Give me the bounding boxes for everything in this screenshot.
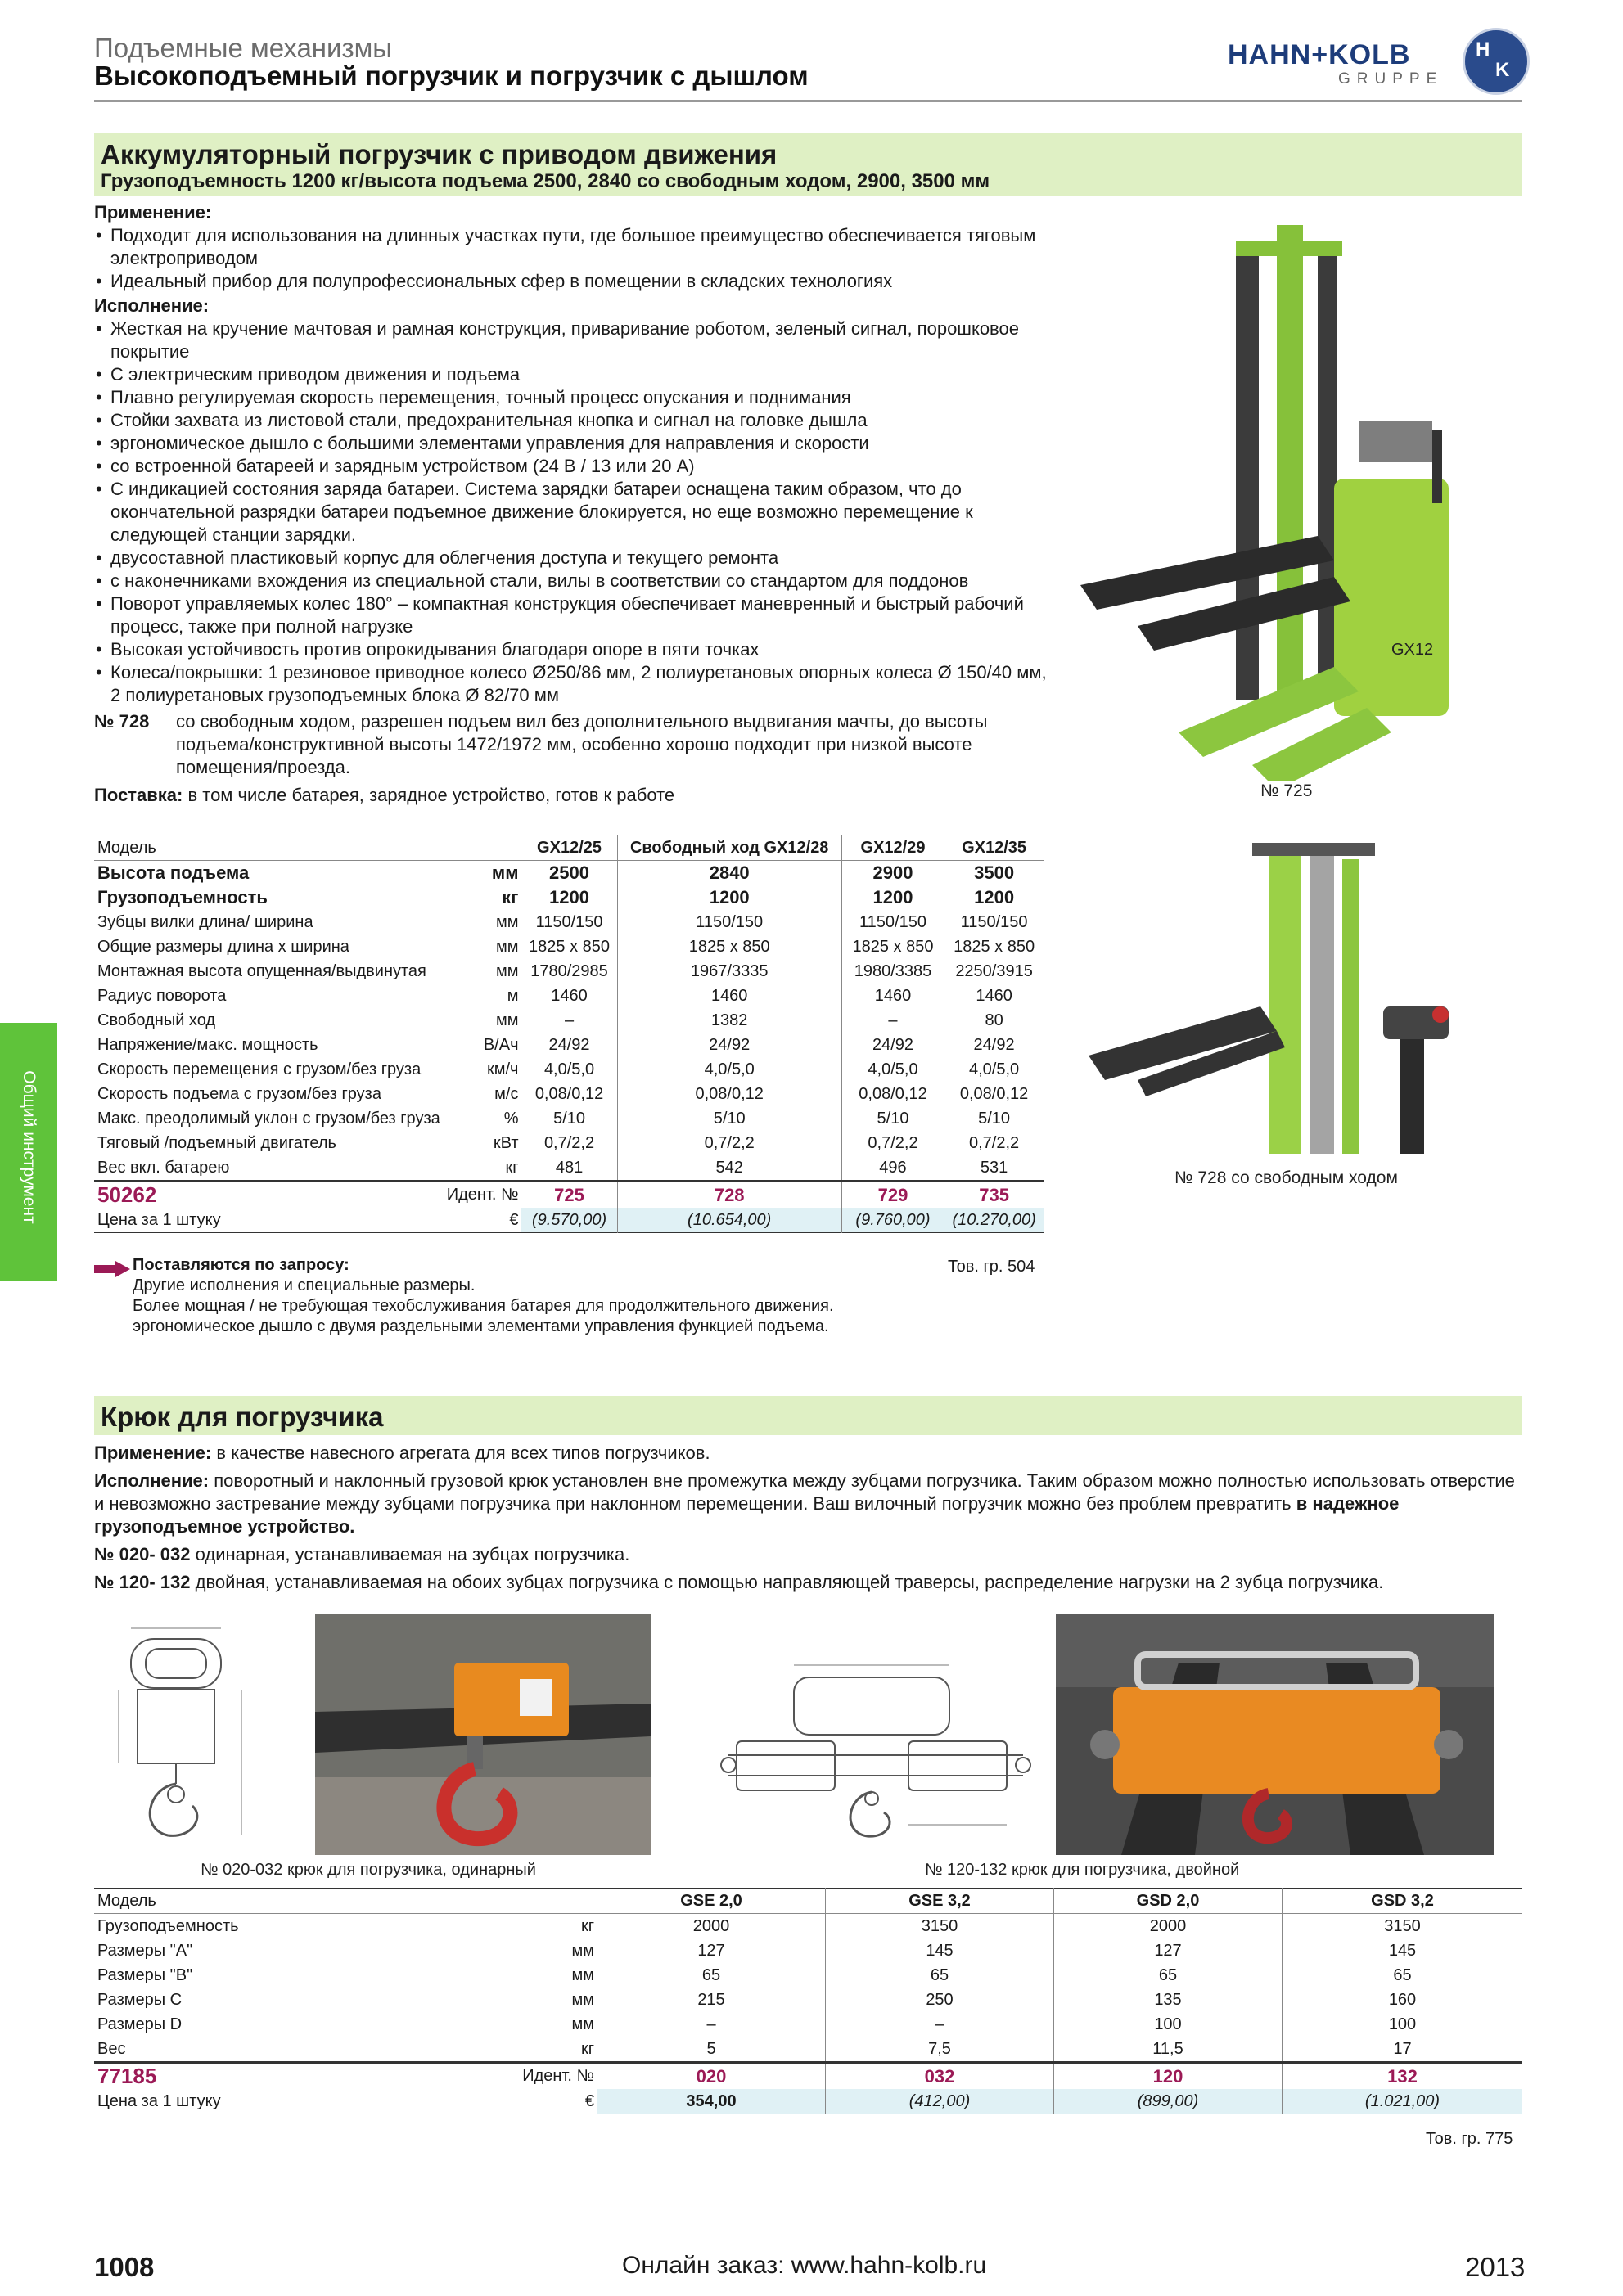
row-unit: кг xyxy=(580,2039,594,2058)
price-value: (10.654,00) xyxy=(617,1208,841,1233)
row-value: 7,5 xyxy=(826,2037,1054,2063)
row-value: 2900 xyxy=(841,861,944,886)
request-line: эргономическое дышло с двумя раздельными элементами управления функцией подъема. xyxy=(133,1317,829,1335)
row-unit: мм xyxy=(495,1011,519,1029)
s2-no1-label: № 020- 032 xyxy=(94,1544,191,1564)
ident-value: 132 xyxy=(1283,2063,1523,2090)
row-value: 0,08/0,12 xyxy=(841,1082,944,1106)
row-unit: мм xyxy=(571,1990,594,2009)
table-row xyxy=(94,934,1044,959)
execution-heading: Исполнение: xyxy=(94,295,210,316)
price-unit: € xyxy=(584,2091,594,2110)
row-label: Размеры D xyxy=(97,2015,183,2033)
request-label: Поставляются по запросу: xyxy=(133,1256,349,1274)
row-unit: км/ч xyxy=(487,1060,519,1078)
table-header-label: Модель xyxy=(97,838,156,857)
row-value: 1200 xyxy=(521,885,617,910)
table-row xyxy=(94,1106,1044,1131)
ident-value: 735 xyxy=(944,1182,1044,1209)
row-label: Макс. преодолимый уклон с грузом/без груза xyxy=(97,1109,440,1128)
svg-text:GX12: GX12 xyxy=(1391,641,1434,659)
request-line: Другие исполнения и специальные размеры. xyxy=(133,1276,476,1294)
row-value: – xyxy=(521,1008,617,1033)
row-value: 4,0/5,0 xyxy=(944,1057,1044,1082)
price-unit: € xyxy=(509,1210,519,1229)
row-label: Общие размеры длина x ширина xyxy=(97,937,349,956)
s2-execution-label: Исполнение: xyxy=(94,1470,210,1491)
application-item: • Подходит для использования на длинных участках пути, где большое преимущество обеспечивается тяговым электроприводом xyxy=(94,224,1052,270)
section2-product-group: Тов. гр. 775 xyxy=(1426,2130,1513,2148)
row-label: Свободный ход xyxy=(97,1011,216,1029)
section1-product-group: Тов. гр. 504 xyxy=(948,1258,1035,1276)
row-value: 2000 xyxy=(597,1914,826,1939)
ident-row xyxy=(94,2063,1522,2090)
row-label: Высота подъема xyxy=(97,862,250,883)
row-value: 100 xyxy=(1054,2012,1283,2037)
execution-item: • Жесткая на кручение мачтовая и рамная конструкция, приваривание роботом, зеленый сигнал, порошковое покрытие xyxy=(94,317,1052,363)
table-row xyxy=(94,959,1044,984)
row-label: Скорость подъема с грузом/без груза xyxy=(97,1084,381,1103)
row-value: 0,08/0,12 xyxy=(944,1082,1044,1106)
row-value: 24/92 xyxy=(841,1033,944,1057)
double-hook-drawing xyxy=(712,1653,1039,1849)
row-unit: мм xyxy=(571,1941,594,1960)
application-heading: Применение: xyxy=(94,202,212,223)
row-value: 1825 x 850 xyxy=(841,934,944,959)
row-label: Тяговый /подъемный двигатель xyxy=(97,1133,336,1152)
row-value: 4,0/5,0 xyxy=(521,1057,617,1082)
row-value: 24/92 xyxy=(521,1033,617,1057)
table-header-row xyxy=(94,835,1044,861)
row-value: 5/10 xyxy=(944,1106,1044,1131)
price-value: (899,00) xyxy=(1054,2089,1283,2114)
section1-title: Аккумуляторный погрузчик с приводом движения xyxy=(101,139,778,169)
row-value: 17 xyxy=(1283,2037,1523,2063)
row-unit: кг xyxy=(580,1916,594,1935)
row-label: Зубцы вилки длина/ ширина xyxy=(97,912,313,931)
row-value: 24/92 xyxy=(617,1033,841,1057)
row-value: 127 xyxy=(597,1938,826,1963)
row-value: 2500 xyxy=(521,861,617,886)
row-label: Вес xyxy=(97,2039,126,2058)
row-value: 127 xyxy=(1054,1938,1283,1963)
row-value: 0,7/2,2 xyxy=(944,1131,1044,1155)
table-header-label: Модель xyxy=(97,1891,156,1910)
section2-description xyxy=(94,1442,1522,1594)
photo2-caption: № 728 со свободным ходом xyxy=(1174,1168,1398,1187)
sidebar-category-tab[interactable] xyxy=(0,1023,57,1281)
row-value: 1150/150 xyxy=(521,910,617,934)
row-unit: кг xyxy=(505,1158,519,1177)
row-label: Радиус поворота xyxy=(97,986,227,1005)
header-category: Подъемные механизмы xyxy=(94,33,392,63)
execution-item: • С электрическим приводом движения и подъема xyxy=(94,363,1052,386)
execution-list xyxy=(94,317,1052,707)
row-unit: мм xyxy=(495,937,519,956)
price-value: (10.270,00) xyxy=(944,1208,1044,1233)
row-value: 160 xyxy=(1283,1988,1523,2012)
page-title: Высокоподъемный погрузчик и погрузчик с дышлом xyxy=(94,61,809,91)
ident-value: 120 xyxy=(1054,2063,1283,2090)
row-value: 100 xyxy=(1283,2012,1523,2037)
section1-subtitle: Грузоподъемность 1200 кг/высота подъема 2500, 2840 со свободным ходом, 2900, 3500 мм xyxy=(101,170,990,192)
s2-no2-label: № 120- 132 xyxy=(94,1572,191,1592)
row-value: 1200 xyxy=(617,885,841,910)
s2-execution xyxy=(94,1470,1522,1538)
row-value: 1460 xyxy=(521,984,617,1008)
ident-number: 50262 xyxy=(94,1182,444,1209)
ident-number: 77185 xyxy=(94,2063,423,2090)
row-unit: мм xyxy=(571,1965,594,1984)
price-row xyxy=(94,1208,1044,1233)
online-order-link[interactable]: Онлайн заказ: www.hahn-kolb.ru xyxy=(622,2252,987,2279)
application-item: • Идеальный прибор для полупрофессиональных сфер в помещении в складских технологиях xyxy=(94,270,1052,293)
row-unit: мм xyxy=(495,912,519,931)
single-hook-drawing xyxy=(98,1616,270,1862)
ident-value: 729 xyxy=(841,1182,944,1209)
row-label: Монтажная высота опущенная/выдвинутая xyxy=(97,961,426,980)
stacker-spec-table xyxy=(94,835,1044,1233)
row-unit: м/с xyxy=(494,1084,519,1103)
delivery-label: Поставка: xyxy=(94,785,183,805)
table-header-cell: GSE 3,2 xyxy=(826,1889,1054,1914)
row-unit: кВт xyxy=(493,1133,519,1152)
table-row xyxy=(94,1131,1044,1155)
note-number: № 728 xyxy=(94,711,150,732)
table-row xyxy=(94,2037,1522,2063)
row-value: 4,0/5,0 xyxy=(841,1057,944,1082)
row-value: 1460 xyxy=(944,984,1044,1008)
table-header-cell: GSD 2,0 xyxy=(1054,1889,1283,1914)
execution-item: • Стойки захвата из листовой стали, предохранительная кнопка и сигнал на головке дышла xyxy=(94,409,1052,432)
execution-item: • Колеса/покрышки: 1 резиновое приводное колесо Ø250/86 мм, 2 полиуретановых опорных колеса Ø 150/40 мм, 2 полиуретановых грузоподъемных блока Ø 82/70 мм xyxy=(94,661,1052,707)
row-value: 1825 x 850 xyxy=(944,934,1044,959)
row-label: Грузоподъемность xyxy=(97,887,268,907)
row-unit: кг xyxy=(502,887,519,907)
row-value: 5 xyxy=(597,2037,826,2063)
row-value: 250 xyxy=(826,1988,1054,2012)
note-text: со свободным ходом, разрешен подъем вил без дополнительного выдвигания мачты, до высоты подъема/конструктивной высоты 1472/1972 мм, особенно хорошо подходит при низкой высоте помещения/проезда. xyxy=(176,711,988,777)
ident-value: 725 xyxy=(521,1182,617,1209)
free-lift-photo xyxy=(1089,835,1498,1162)
row-value: – xyxy=(841,1008,944,1033)
table-header-cell: GX12/29 xyxy=(841,835,944,861)
row-value: 1780/2985 xyxy=(521,959,617,984)
ident-value: 020 xyxy=(597,2063,826,2090)
row-unit: мм xyxy=(571,2015,594,2033)
row-value: 1150/150 xyxy=(944,910,1044,934)
execution-item: • Высокая устойчивость против опрокидывания благодаря опоре в пяти точках xyxy=(94,638,1052,661)
request-line: Более мощная / не требующая техобслуживания батарея для продолжительного движения. xyxy=(133,1297,834,1315)
s2-application-text: в качестве навесного агрегата для всех типов погрузчиков. xyxy=(216,1443,710,1463)
price-value: (1.021,00) xyxy=(1283,2089,1523,2114)
request-note xyxy=(133,1255,1041,1337)
row-value: 0,7/2,2 xyxy=(521,1131,617,1155)
s2-no2-text: двойная, устанавливаемая на обоих зубцах погрузчика с помощью направляющей траверсы, распределение нагрузки на 2 зубца погрузчика. xyxy=(195,1572,1384,1592)
s2-no2 xyxy=(94,1571,1522,1594)
single-hook-photo xyxy=(315,1614,651,1855)
double-hook-photo xyxy=(1056,1614,1494,1855)
row-value: 481 xyxy=(521,1155,617,1182)
price-label: Цена за 1 штуку xyxy=(97,1210,221,1229)
row-label: Скорость перемещения с грузом/без груза xyxy=(97,1060,422,1078)
row-value: 145 xyxy=(826,1938,1054,1963)
row-value: 3150 xyxy=(1283,1914,1523,1939)
row-value: 11,5 xyxy=(1054,2037,1283,2063)
row-value: 3150 xyxy=(826,1914,1054,1939)
row-unit: мм xyxy=(495,961,519,980)
row-label: Размеры "B" xyxy=(97,1965,193,1984)
execution-item: • Плавно регулируемая скорость перемещения, точный процесс опускания и поднимания xyxy=(94,386,1052,409)
row-value: 65 xyxy=(1283,1963,1523,1988)
brand-logo xyxy=(1228,28,1539,93)
row-value: 1460 xyxy=(617,984,841,1008)
logo-emblem-icon: H K xyxy=(1463,28,1530,95)
table-row xyxy=(94,1914,1522,1939)
row-value: 65 xyxy=(826,1963,1054,1988)
row-value: 4,0/5,0 xyxy=(617,1057,841,1082)
table-row xyxy=(94,910,1044,934)
arrow-right-icon xyxy=(94,1261,130,1277)
table-header-unit xyxy=(444,835,521,861)
row-value: 80 xyxy=(944,1008,1044,1033)
table-header-cell: GSD 3,2 xyxy=(1283,1889,1523,1914)
delivery-text: в том числе батарея, зарядное устройство, готов к работе xyxy=(187,785,675,805)
row-value: 2250/3915 xyxy=(944,959,1044,984)
caption-single-hook: № 020-032 крюк для погрузчика, одинарный xyxy=(201,1861,536,1879)
row-value: 5/10 xyxy=(521,1106,617,1131)
row-value: 135 xyxy=(1054,1988,1283,2012)
row-unit: мм xyxy=(491,862,519,883)
section2-band xyxy=(94,1396,1522,1435)
table-row xyxy=(94,861,1044,886)
section1-description xyxy=(94,201,1052,807)
page-number: 1008 xyxy=(94,2252,155,2282)
price-value: 354,00 xyxy=(597,2089,826,2114)
row-value: 65 xyxy=(1054,1963,1283,1988)
row-value: 24/92 xyxy=(944,1033,1044,1057)
table-row xyxy=(94,1988,1522,2012)
row-value: 2000 xyxy=(1054,1914,1283,1939)
row-value: 145 xyxy=(1283,1938,1523,1963)
logo-sub: GRUPPE xyxy=(1338,70,1444,88)
row-value: 5/10 xyxy=(841,1106,944,1131)
request-lines xyxy=(133,1276,1041,1337)
table-row xyxy=(94,1033,1044,1057)
row-label: Вес вкл. батарею xyxy=(97,1158,230,1177)
s2-no1 xyxy=(94,1543,1522,1566)
ident-row xyxy=(94,1182,1044,1209)
row-value: 1980/3385 xyxy=(841,959,944,984)
row-label: Грузоподъемность xyxy=(97,1916,239,1935)
execution-item: • Поворот управляемых колес 180° – компактная конструкция обеспечивает маневренный и быстрый рабочий процесс, также при полной нагрузке xyxy=(94,592,1052,638)
row-unit: В/Ач xyxy=(483,1035,519,1054)
application-list xyxy=(94,224,1052,293)
delivery-line xyxy=(94,784,1052,807)
row-value: 1460 xyxy=(841,984,944,1008)
logo-text: HAHN+KOLB xyxy=(1228,39,1411,70)
footer-year: 2013 xyxy=(1465,2252,1526,2282)
row-value: 1200 xyxy=(841,885,944,910)
row-unit: м xyxy=(507,986,519,1005)
s2-execution-text: поворотный и наклонный грузовой крюк установлен вне промежутка между зубцами погрузчика. Таким образом можно полностью использовать отверстие и невозможно застревание между зубцами погрузчика при наклонном перемещении. Ваш вилочный погрузчик можно без проблем превратить xyxy=(94,1470,1515,1514)
s2-application-label: Применение: xyxy=(94,1443,212,1463)
table-row xyxy=(94,984,1044,1008)
row-value: 0,08/0,12 xyxy=(617,1082,841,1106)
ident-unit: Идент. № xyxy=(444,1182,521,1209)
s2-application xyxy=(94,1442,1522,1465)
table-row xyxy=(94,1938,1522,1963)
row-value: – xyxy=(597,2012,826,2037)
table-header-row xyxy=(94,1889,1522,1914)
table-row xyxy=(94,1963,1522,1988)
table-header-cell: GX12/35 xyxy=(944,835,1044,861)
row-label: Напряжение/макс. мощность xyxy=(97,1035,318,1054)
row-unit: % xyxy=(503,1109,519,1128)
row-value: 1150/150 xyxy=(841,910,944,934)
stacker-photo xyxy=(1072,209,1498,781)
price-value: (9.570,00) xyxy=(521,1208,617,1233)
row-value: 1382 xyxy=(617,1008,841,1033)
table-header-cell: GSE 2,0 xyxy=(597,1889,826,1914)
execution-item: • двусоставной пластиковый корпус для облегчения доступа и текущего ремонта xyxy=(94,547,1052,569)
table-header-unit xyxy=(423,1889,597,1914)
header-divider xyxy=(94,100,1522,102)
table-header-cell: Свободный ход GX12/28 xyxy=(617,835,841,861)
hook-spec-table xyxy=(94,1888,1522,2114)
table-row xyxy=(94,1155,1044,1182)
sidebar-tab-label: Общий инструмент xyxy=(20,1070,38,1224)
execution-item: • эргономическое дышло с большими элементами управления для направления и скорости xyxy=(94,432,1052,455)
table-row xyxy=(94,1008,1044,1033)
price-label: Цена за 1 штуку xyxy=(97,2091,221,2110)
row-value: 2840 xyxy=(617,861,841,886)
section1-band xyxy=(94,133,1522,196)
price-row xyxy=(94,2089,1522,2114)
row-value: 3500 xyxy=(944,861,1044,886)
row-value: 531 xyxy=(944,1155,1044,1182)
table-row xyxy=(94,1057,1044,1082)
row-value: 1825 x 850 xyxy=(617,934,841,959)
row-label: Размеры "A" xyxy=(97,1941,193,1960)
table-row xyxy=(94,2012,1522,2037)
s2-no1-text: одинарная, устанавливаемая на зубцах погрузчика. xyxy=(195,1544,630,1564)
row-value: 5/10 xyxy=(617,1106,841,1131)
row-value: 496 xyxy=(841,1155,944,1182)
ident-value: 728 xyxy=(617,1182,841,1209)
row-value: 1150/150 xyxy=(617,910,841,934)
ident-unit: Идент. № xyxy=(423,2063,597,2090)
s2-execution-bold: в надежное грузоподъемное устройство. xyxy=(94,1493,1400,1537)
row-value: 1825 x 850 xyxy=(521,934,617,959)
note-728 xyxy=(94,710,1052,779)
row-value: 215 xyxy=(597,1988,826,2012)
row-value: 0,7/2,2 xyxy=(617,1131,841,1155)
execution-item: • с наконечниками вхождения из специальной стали, вилы в соответствии со стандартом для поддонов xyxy=(94,569,1052,592)
row-value: – xyxy=(826,2012,1054,2037)
table-row xyxy=(94,885,1044,910)
caption-double-hook: № 120-132 крюк для погрузчика, двойной xyxy=(925,1861,1240,1879)
photo1-caption: № 725 xyxy=(1260,781,1313,800)
section2-title: Крюк для погрузчика xyxy=(101,1402,384,1432)
table-row xyxy=(94,1082,1044,1106)
row-value: 1200 xyxy=(944,885,1044,910)
row-value: 65 xyxy=(597,1963,826,1988)
execution-item: • С индикацией состояния заряда батареи. Система зарядки батареи оснащена таким образом, что до окончательной разрядки батареи подъемное движение блокируется, но еще возможно перемещение к следующей станции зарядки. xyxy=(94,478,1052,547)
row-label: Размеры C xyxy=(97,1990,183,2009)
row-value: 542 xyxy=(617,1155,841,1182)
row-value: 0,08/0,12 xyxy=(521,1082,617,1106)
row-value: 1967/3335 xyxy=(617,959,841,984)
table-header-cell: GX12/25 xyxy=(521,835,617,861)
price-value: (9.760,00) xyxy=(841,1208,944,1233)
price-value: (412,00) xyxy=(826,2089,1054,2114)
ident-value: 032 xyxy=(826,2063,1054,2090)
row-value: 0,7/2,2 xyxy=(841,1131,944,1155)
execution-item: • со встроенной батареей и зарядным устройством (24 В / 13 или 20 А) xyxy=(94,455,1052,478)
